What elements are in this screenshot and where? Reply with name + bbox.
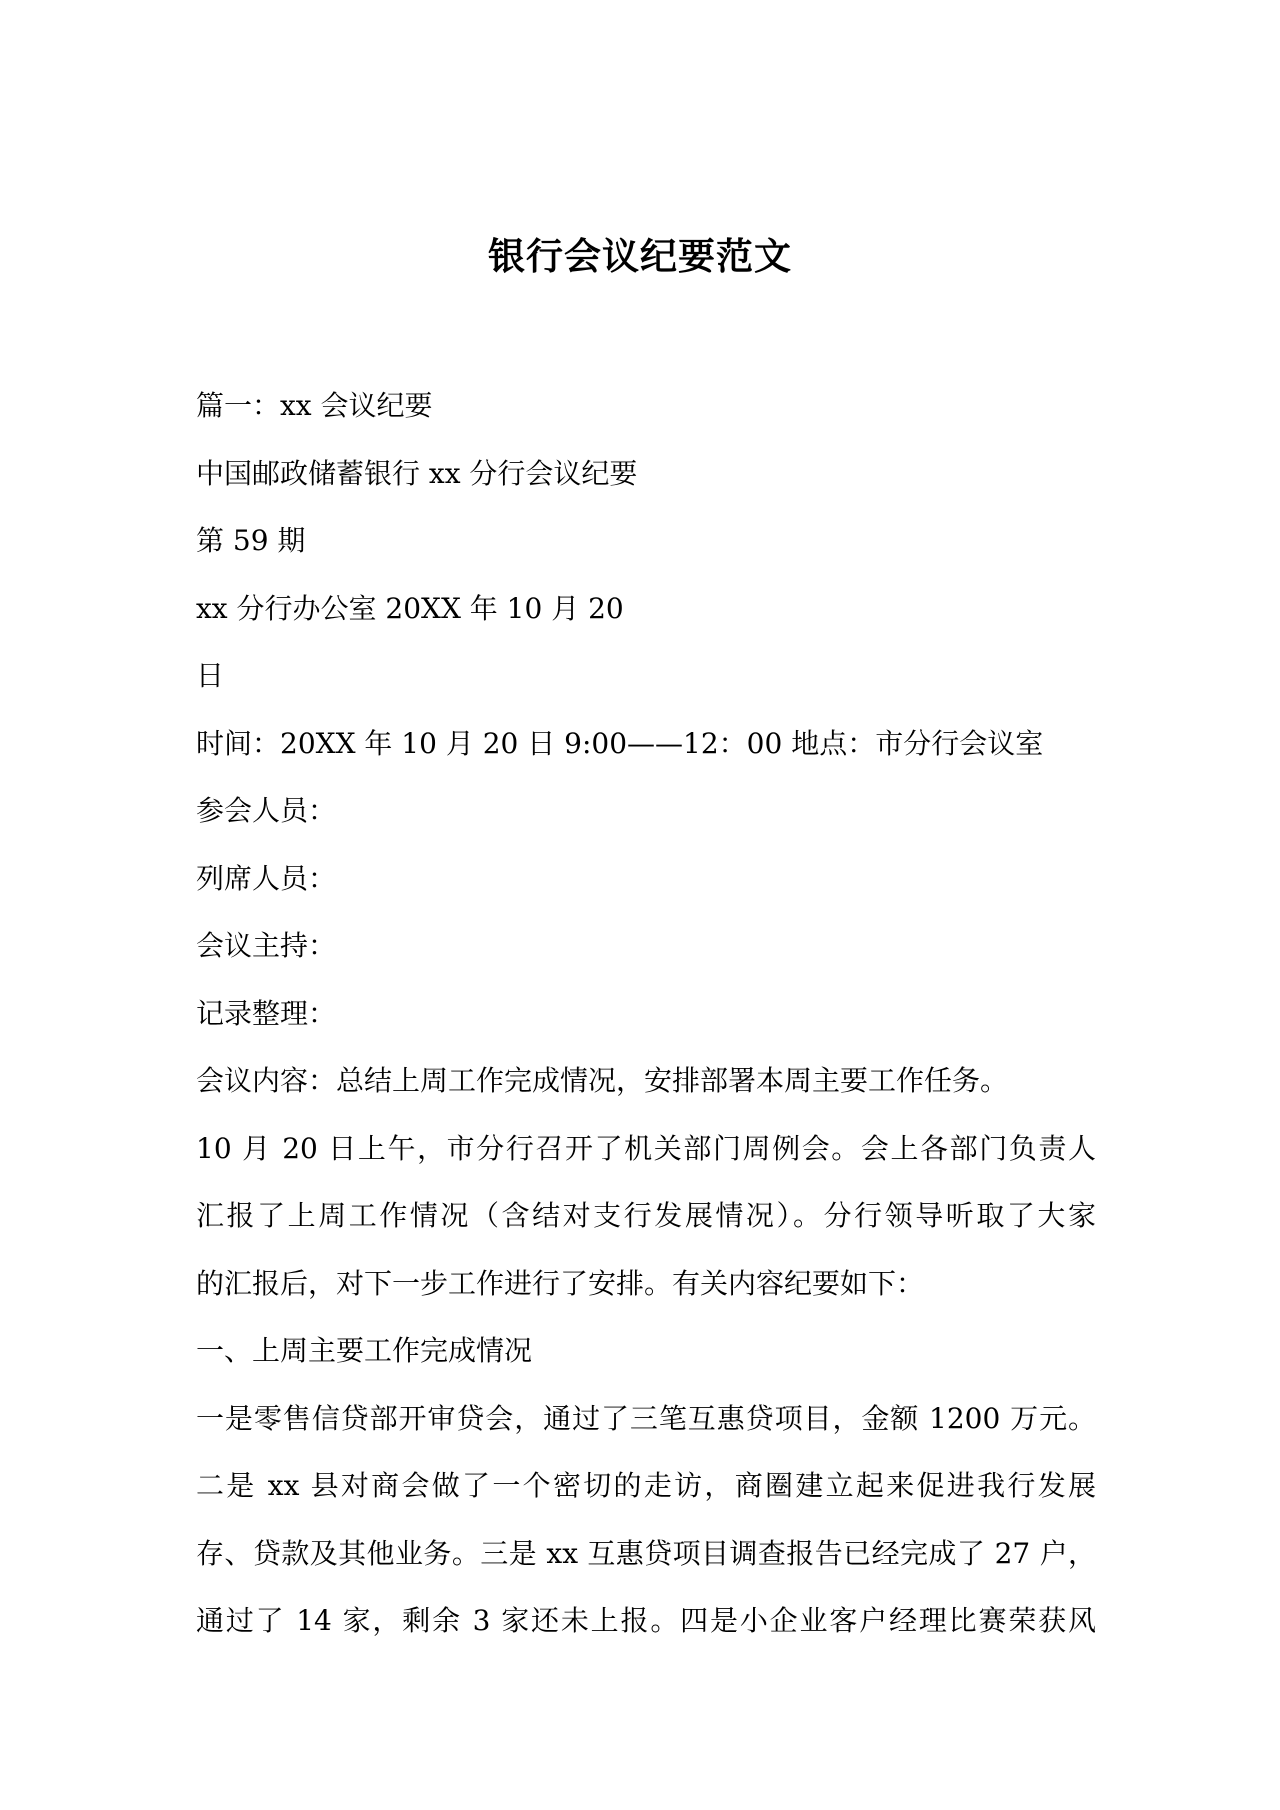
attendees-label: 参会人员： <box>196 794 337 827</box>
meeting-time-place: 时间：20XX 年 10 月 20 日 9:00——12：00 地点：市分行会议室 <box>196 726 1044 760</box>
subsection-heading: 一、上周主要工作完成情况 <box>196 1334 533 1367</box>
chair-label: 会议主持： <box>196 929 337 962</box>
paragraph-line: 存、贷款及其他业务。三是 xx 互惠贷项目调查报告已经完成了 27 户， <box>196 1536 1096 1570</box>
meeting-content: 会议内容：总结上周工作完成情况，安排部署本周主要工作任务。 <box>196 1064 1009 1097</box>
observers-label: 列席人员： <box>196 861 337 895</box>
paragraph-line: 的汇报后，对下一步工作进行了安排。有关内容纪要如下： <box>196 1266 925 1300</box>
issuer-date-continued: 日 <box>196 659 225 692</box>
issue-number: 第 59 期 <box>196 524 306 557</box>
paragraph-line: 二是 xx 县对商会做了一个密切的走访，商圈建立起来促进我行发展 <box>196 1469 1096 1502</box>
paragraph-line: 10 月 20 日上午，市分行召开了机关部门周例会。会上各部门负责人 <box>196 1131 1096 1165</box>
paragraph-line: 汇报了上周工作情况（含结对支行发展情况）。分行领导听取了大家 <box>196 1199 1096 1232</box>
section-heading: 篇一：xx 会议纪要 <box>196 389 433 422</box>
paragraph-line: 通过了 14 家，剩余 3 家还未上报。四是小企业客户经理比赛荣获风 <box>196 1604 1096 1637</box>
recorder-label: 记录整理： <box>196 996 337 1030</box>
paragraph-line: 一是零售信贷部开审贷会，通过了三笔互惠贷项目，金额 1200 万元。 <box>196 1401 1096 1435</box>
memo-header: 中国邮政储蓄银行 xx 分行会议纪要 <box>196 456 638 490</box>
document-body <box>196 372 1096 1655</box>
document-title: 银行会议纪要范文 <box>488 234 792 278</box>
issuer-date: xx 分行办公室 20XX 年 10 月 20 <box>196 591 624 625</box>
